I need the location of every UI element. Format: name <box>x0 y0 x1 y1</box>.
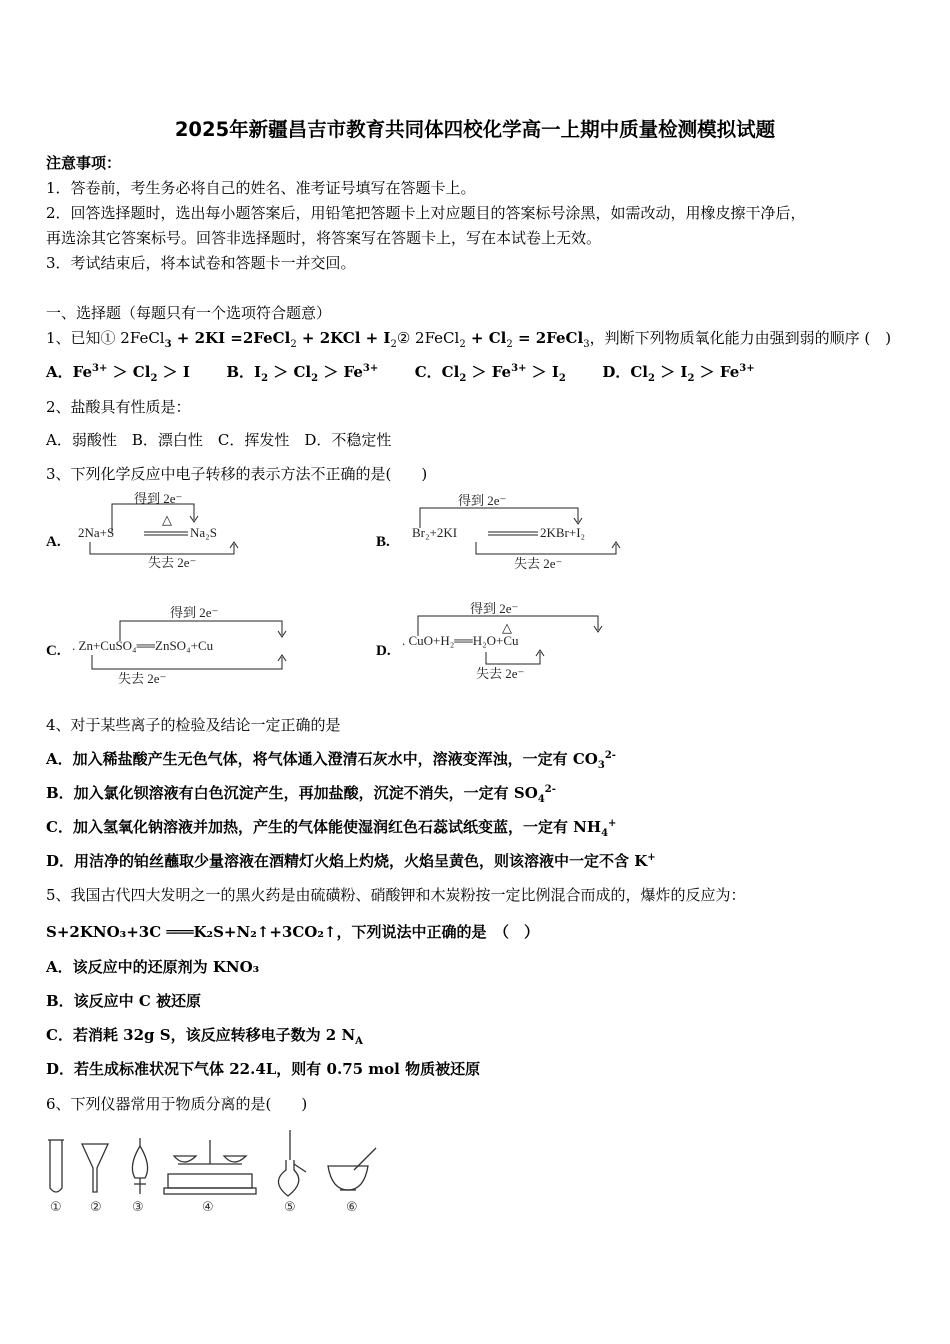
q3-option-b-label[interactable]: B. <box>376 534 390 550</box>
q3-diagram-d <box>400 600 620 684</box>
q1-option-a[interactable]: A．$Fe^{3+} > Cl_2 > I$ <box>46 363 190 384</box>
question-5-equation: S+2KNO₃+3C ═══K₂S+N₂↑+3CO₂↑，下列说法中正确的是 （ ） <box>46 923 539 941</box>
q4-option-d[interactable]: D．用洁净的铂丝蘸取少量溶液在酒精灯火焰上灼烧，火焰呈黄色，则该溶液中一定不含 K+ <box>46 852 656 870</box>
q3-option-a-label[interactable]: A. <box>46 534 61 550</box>
apparatus-label-5: ⑤ <box>284 1200 296 1215</box>
svg-text:Br₂+2KI: Br₂+2KI <box>412 525 458 540</box>
svg-text:△: △ <box>502 620 512 635</box>
question-6-stem: 6、下列仪器常用于物质分离的是( ) <box>46 1095 308 1113</box>
q5-option-c[interactable]: C．若消耗 32g S，该反应转移电子数为 2 $N_A$ <box>46 1026 363 1047</box>
apparatus-label-6: ⑥ <box>346 1200 358 1215</box>
q1-option-c[interactable]: C．$Cl_2 > Fe^{3+} > I_2$ <box>414 363 566 384</box>
apparatus-label-2: ② <box>90 1200 102 1215</box>
question-2-stem: 2、盐酸具有性质是： <box>46 398 191 416</box>
svg-text:失去 2e⁻: 失去 2e⁻ <box>118 671 167 686</box>
question-4-stem: 4、对于某些离子的检验及结论一定正确的是 <box>46 716 341 734</box>
svg-text:Na₂S: Na₂S <box>190 525 217 540</box>
section-heading: 一、选择题（每题只有一个选项符合题意） <box>46 304 332 322</box>
svg-text:失去 2e⁻: 失去 2e⁻ <box>476 666 525 681</box>
q3-diagram-b <box>410 492 640 572</box>
q4-option-b[interactable]: B．加入氯化钡溶液有白色沉淀产生，再加盐酸，沉淀不消失，一定有 $SO_4^{2-}$ <box>46 784 556 805</box>
svg-text:得到 2e⁻: 得到 2e⁻ <box>470 601 519 616</box>
q4-option-a[interactable]: A．加入稀盐酸产生无色气体，将气体通入澄清石灰水中，溶液变浑浊，一定有 $CO_3^{2-}$ <box>46 750 616 771</box>
q3-diagram-c <box>70 603 310 687</box>
q4-option-c[interactable]: C．加入氢氧化钠溶液并加热，产生的气体能使湿润红色石蕊试纸变蓝，一定有 $NH_4^+$ <box>46 818 617 839</box>
svg-text:△: △ <box>162 512 172 527</box>
note-2b: 再选涂其它答案标号。回答非选择题时，将答案写在答题卡上，写在本试卷上无效。 <box>46 229 602 247</box>
question-5-stem: 5、我国古代四大发明之一的黑火药是由硫磺粉、硝酸钾和木炭粉按一定比例混合而成的，爆炸的反应为： <box>46 886 746 904</box>
q1-option-b[interactable]: B．$I_2 > Cl_2 > Fe^{3+}$ <box>226 363 379 384</box>
question-1-options <box>46 361 755 384</box>
question-3-stem: 3、下列化学反应中电子转移的表示方法不正确的是( ) <box>46 465 428 483</box>
q3-option-c-label[interactable]: C. <box>46 643 61 659</box>
svg-text:失去 2e⁻: 失去 2e⁻ <box>148 555 197 570</box>
q5-option-a[interactable]: A．该反应中的还原剂为 KNO₃ <box>46 958 260 976</box>
apparatus-icons <box>44 1130 384 1200</box>
svg-text:2Na+S: 2Na+S <box>78 525 115 540</box>
notes-heading: 注意事项： <box>46 154 122 172</box>
svg-text:得到 2e⁻: 得到 2e⁻ <box>170 605 219 620</box>
svg-text:. CuO+H₂══H₂O+Cu: . CuO+H₂══H₂O+Cu <box>402 633 519 648</box>
apparatus-label-1: ① <box>50 1200 62 1215</box>
question-2-options[interactable]: A．弱酸性 B．漂白性 C．挥发性 D．不稳定性 <box>46 431 392 449</box>
svg-text:. Zn+CuSO₄══ZnSO₄+Cu: . Zn+CuSO₄══ZnSO₄+Cu <box>72 638 214 653</box>
question-1-stem: 1、已知① 2FeCl$_3$ + 2KI =2FeCl$_2$ + $2KCl + I_2②$ 2FeCl$_2$ + $Cl_2$ = 2FeCl$_3$，判断下列物质氧化能力由强到弱的顺序 ( ) <box>46 329 892 350</box>
q3-option-d-label[interactable]: D. <box>376 643 391 659</box>
apparatus-label-3: ③ <box>132 1200 144 1215</box>
svg-text:失去 2e⁻: 失去 2e⁻ <box>514 556 563 571</box>
svg-text:2KBr+I₂: 2KBr+I₂ <box>540 525 586 540</box>
q1-option-d[interactable]: D．$Cl_2 > I_2 > Fe^{3+}$ <box>602 363 755 384</box>
q5-option-b[interactable]: B．该反应中 C 被还原 <box>46 992 202 1010</box>
q5-option-d[interactable]: D．若生成标准状况下气体 22.4L，则有 0.75 mol 物质被还原 <box>46 1060 481 1078</box>
note-3: 3．考试结束后，将本试卷和答题卡一并交回。 <box>46 254 356 272</box>
note-1: 1．答卷前，考生务必将自己的姓名、准考证号填写在答题卡上。 <box>46 179 476 197</box>
svg-text:得到 2e⁻: 得到 2e⁻ <box>458 493 507 508</box>
svg-text:得到 2e⁻: 得到 2e⁻ <box>134 492 183 506</box>
note-2a: 2．回答选择题时，选出每小题答案后，用铅笔把答题卡上对应题目的答案标号涂黑，如需改动，用橡皮擦干净后， <box>46 204 806 222</box>
apparatus-label-4: ④ <box>202 1200 214 1215</box>
page-title: 2025年新疆昌吉市教育共同体四校化学高一上期中质量检测模拟试题 <box>174 118 776 141</box>
q3-diagram-a <box>76 492 256 572</box>
